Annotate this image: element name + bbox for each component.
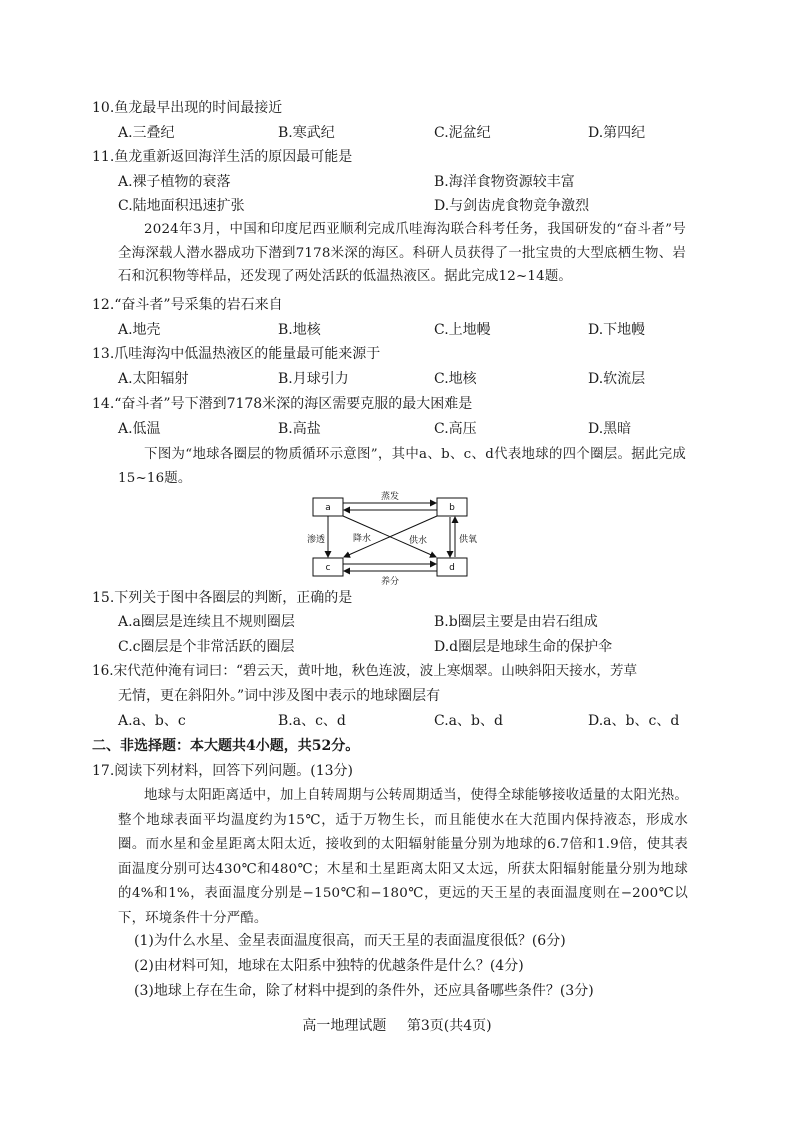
question-12-option-c: C.上地幔 [434,322,491,338]
label-infiltration: 渗透 [306,535,326,545]
question-17-sub3: (3)地球上存在生命，除了材料中提到的条件外，还应具备哪些条件？(3分) [134,983,594,999]
passage-12-14-text: 2024年3月，中国和印度尼西亚顺利完成爪哇海沟联合科考任务，我国研发的“奋斗者”号全海深载人潜水器成功下潜到7178米深的海区。科研人员获得了一批宝贵的大型底栖生物、岩石和沉积物等样品，还发现了两处活跃的低温热液区。据此完成12~14题。 [118,222,686,285]
question-13-option-c: C.地核 [434,371,477,387]
box-a-label: a [325,503,331,513]
label-evaporation: 蒸发 [380,492,400,502]
question-14-option-d: D.黑暗 [588,421,632,437]
section-2-heading: 二、非选择题：本大题共4小题，共52分。 [92,738,360,754]
question-17-stem: 17.阅读下列材料，回答下列问题。(13分) [92,763,354,779]
question-11-option-b: B.海洋食物资源较丰富 [434,174,575,190]
question-11-option-a: A.裸子植物的衰落 [118,174,231,190]
passage-15-16 [118,443,686,490]
question-11-option-c: C.陆地面积迅速扩张 [118,198,245,214]
question-13-option-b: B.月球引力 [278,371,349,387]
question-14-option-c: C.高压 [434,421,477,437]
question-10-stem: 10.鱼龙最早出现的时间最接近 [92,100,283,116]
question-10-option-b: B.寒武纪 [278,125,335,141]
question-17-sub2: (2)由材料可知，地球在太阳系中独特的优越条件是什么？(4分) [134,958,524,974]
question-14-option-a: A.低温 [118,421,161,437]
question-10-option-c: C.泥盆纪 [434,125,491,141]
question-15-option-a: A.a圈层是连续且不规则圈层 [118,614,295,630]
question-16-option-c: C.a、b、d [434,713,503,729]
question-13-option-a: A.太阳辐射 [118,371,189,387]
label-precipitation: 降水 [352,534,372,544]
footer-page-number: 第3页(共4页) [406,1018,492,1034]
question-13-stem: 13.爪哇海沟中低温热液区的能量最可能来源于 [92,346,381,362]
footer-title: 高一地理试题 [302,1018,387,1034]
question-12-stem: 12.“奋斗者”号采集的岩石来自 [92,297,283,313]
question-14-stem: 14.“奋斗者”号下潜到7178米深的海区需要克服的最大困难是 [92,396,473,412]
box-d-label: d [449,563,455,573]
question-10-option-d: D.第四纪 [588,125,646,141]
question-11-stem: 11.鱼龙重新返回海洋生活的原因最可能是 [92,149,353,165]
question-17-material [118,784,688,931]
question-16-stem-line1: 16.宋代范仲淹有词曰：“碧云天，黄叶地，秋色连波，波上寒烟翠。山映斜阳天接水，芳草 [92,663,638,679]
question-12-option-b: B.地核 [278,322,321,338]
passage-15-16-text: 下图为“地球各圈层的物质循环示意图”，其中a、b、c、d代表地球的四个圈层。据此完成15~16题。 [118,447,686,486]
question-15-option-d: D.d圈层是地球生命的保护伞 [434,639,613,655]
question-16-option-a: A.a、b、c [118,713,186,729]
passage-12-14 [118,218,686,289]
question-15-option-c: C.c圈层是个非常活跃的圈层 [118,639,295,655]
box-b-label: b [449,503,455,513]
question-16-option-b: B.a、c、d [278,713,346,729]
question-14-option-b: B.高盐 [278,421,321,437]
question-16-option-d: D.a、b、c、d [588,713,680,729]
box-c-label: c [325,563,331,573]
question-17-material-text: 地球与太阳距离适中，加上自转周期与公转周期适当，使得全球能够接收适量的太阳光热。整个地球表面平均温度约为15℃，适于万物生长，而且能使水在大范围内保持液态，形成水圈。而水星和金星距离太阳太近，接收到的太阳辐射能量分别为地球的6.7倍和1.9倍，使其表面温度分别可达430℃和480℃；木星和土星距离太阳又太远，所获太阳辐射能量分别为地球的4%和1%，表面温度分别是−150℃和−180℃，更远的天王星的表面温度则在−200℃以下，环境条件十分严酷。 [118,788,688,926]
question-12-option-a: A.地壳 [118,322,161,338]
question-11-option-d: D.与剑齿虎食物竞争激烈 [434,198,590,214]
label-water-supply: 供水 [408,536,428,546]
question-16-stem-line2: 无情，更在斜阳外。”词中涉及图中表示的地球圈层有 [118,688,441,704]
question-10-option-a: A.三叠纪 [118,125,175,141]
label-nutrients: 养分 [380,577,400,587]
question-17-sub1: (1)为什么水星、金星表面温度很高，而天王星的表面温度很低？(6分) [134,933,566,949]
question-15-option-b: B.b圈层主要是由岩石组成 [434,614,598,630]
sphere-cycle-diagram [300,488,480,588]
question-15-stem: 15.下列关于图中各圈层的判断，正确的是 [92,590,353,606]
question-12-option-d: D.下地幔 [588,322,646,338]
label-oxygen: 供氧 [458,535,478,545]
question-13-option-d: D.软流层 [588,371,646,387]
page-footer [0,1016,794,1036]
